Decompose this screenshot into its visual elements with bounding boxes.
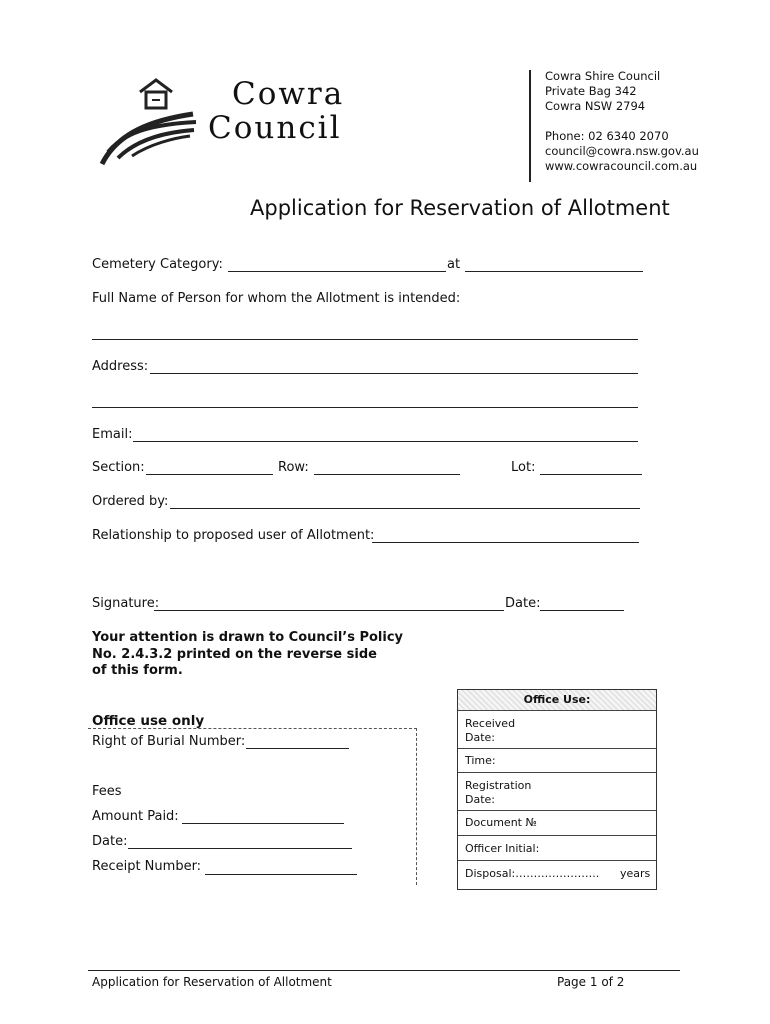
office-use-box-heading: Office Use: xyxy=(523,693,591,706)
lot-field[interactable] xyxy=(540,474,642,475)
contact-line: Phone: 02 6340 2070 xyxy=(545,129,669,143)
contact-line: Private Bag 342 xyxy=(545,84,637,98)
header-divider xyxy=(529,70,531,182)
lot-label: Lot: xyxy=(511,460,536,475)
policy-notice xyxy=(92,630,403,680)
cemetery-category-field[interactable] xyxy=(228,271,446,272)
email-field[interactable] xyxy=(133,441,638,442)
amount-paid-field[interactable] xyxy=(182,823,344,824)
office-use-only-heading: Office use only xyxy=(92,713,205,729)
full-name-field[interactable] xyxy=(92,339,638,340)
address-field[interactable] xyxy=(150,373,638,374)
registration-date-label: Date: xyxy=(465,793,495,806)
cemetery-at-field[interactable] xyxy=(465,271,643,272)
logo-emblem-icon xyxy=(98,72,208,172)
footer-rule xyxy=(88,970,680,971)
box-divider xyxy=(458,748,656,749)
receipt-number-label: Receipt Number: xyxy=(92,859,202,874)
contact-line: council@cowra.nsw.gov.au xyxy=(545,144,699,158)
email-label: Email: xyxy=(92,427,133,442)
contact-block xyxy=(545,69,699,174)
policy-line: of this form. xyxy=(92,663,183,678)
box-divider xyxy=(458,835,656,836)
office-date-field[interactable] xyxy=(128,848,352,849)
contact-line xyxy=(545,114,699,129)
full-name-label: Full Name of Person for whom the Allotment is intended: xyxy=(92,291,461,306)
receipt-number-field[interactable] xyxy=(205,874,357,875)
policy-line: No. 2.4.3.2 printed on the reverse side xyxy=(92,646,377,662)
signature-date-field[interactable] xyxy=(540,610,624,611)
relationship-label: Relationship to proposed user of Allotment: xyxy=(92,528,375,543)
row-label: Row: xyxy=(278,460,309,475)
footer-page-number: Page 1 of 2 xyxy=(557,975,625,989)
logo-line1: Cowra xyxy=(232,76,345,112)
council-logo xyxy=(98,72,348,172)
section-field[interactable] xyxy=(146,474,273,475)
signature-date-label: Date: xyxy=(505,596,541,611)
registration-label: Registration xyxy=(465,779,532,792)
row-field[interactable] xyxy=(314,474,460,475)
years-label: years xyxy=(620,867,651,880)
received-date-label: Date: xyxy=(465,731,495,744)
page-title: Application for Reservation of Allotment xyxy=(250,196,670,220)
ordered-by-field[interactable] xyxy=(170,508,640,509)
signature-label: Signature: xyxy=(92,596,160,611)
section-label: Section: xyxy=(92,460,145,475)
received-label: Received xyxy=(465,717,516,730)
box-divider xyxy=(458,810,656,811)
burial-number-field[interactable] xyxy=(246,748,349,749)
officer-initial-label: Officer Initial: xyxy=(465,842,540,855)
relationship-field[interactable] xyxy=(372,542,639,543)
fees-label: Fees xyxy=(92,784,122,799)
cemetery-category-label: Cemetery Category: xyxy=(92,257,223,272)
contact-line: Cowra Shire Council xyxy=(545,69,661,83)
document-label: Document № xyxy=(465,816,537,829)
policy-line: Your attention is drawn to Council’s Policy xyxy=(92,630,404,645)
contact-line: www.cowracouncil.com.au xyxy=(545,159,698,173)
box-divider xyxy=(458,860,656,861)
address-field-line2[interactable] xyxy=(92,407,638,408)
box-divider xyxy=(458,772,656,773)
amount-paid-label: Amount Paid: xyxy=(92,809,179,824)
office-date-label: Date: xyxy=(92,834,128,849)
office-use-box xyxy=(457,689,657,890)
ordered-by-label: Ordered by: xyxy=(92,494,169,509)
signature-field[interactable] xyxy=(154,610,504,611)
burial-number-label: Right of Burial Number: xyxy=(92,734,246,749)
at-label: at xyxy=(447,257,461,272)
logo-line2: Council xyxy=(208,110,342,146)
contact-line: Cowra NSW 2794 xyxy=(545,99,646,113)
time-label: Time: xyxy=(465,754,496,767)
disposal-label: Disposal:………………….. xyxy=(465,867,600,880)
footer-left: Application for Reservation of Allotment xyxy=(92,975,332,989)
address-label: Address: xyxy=(92,359,149,374)
